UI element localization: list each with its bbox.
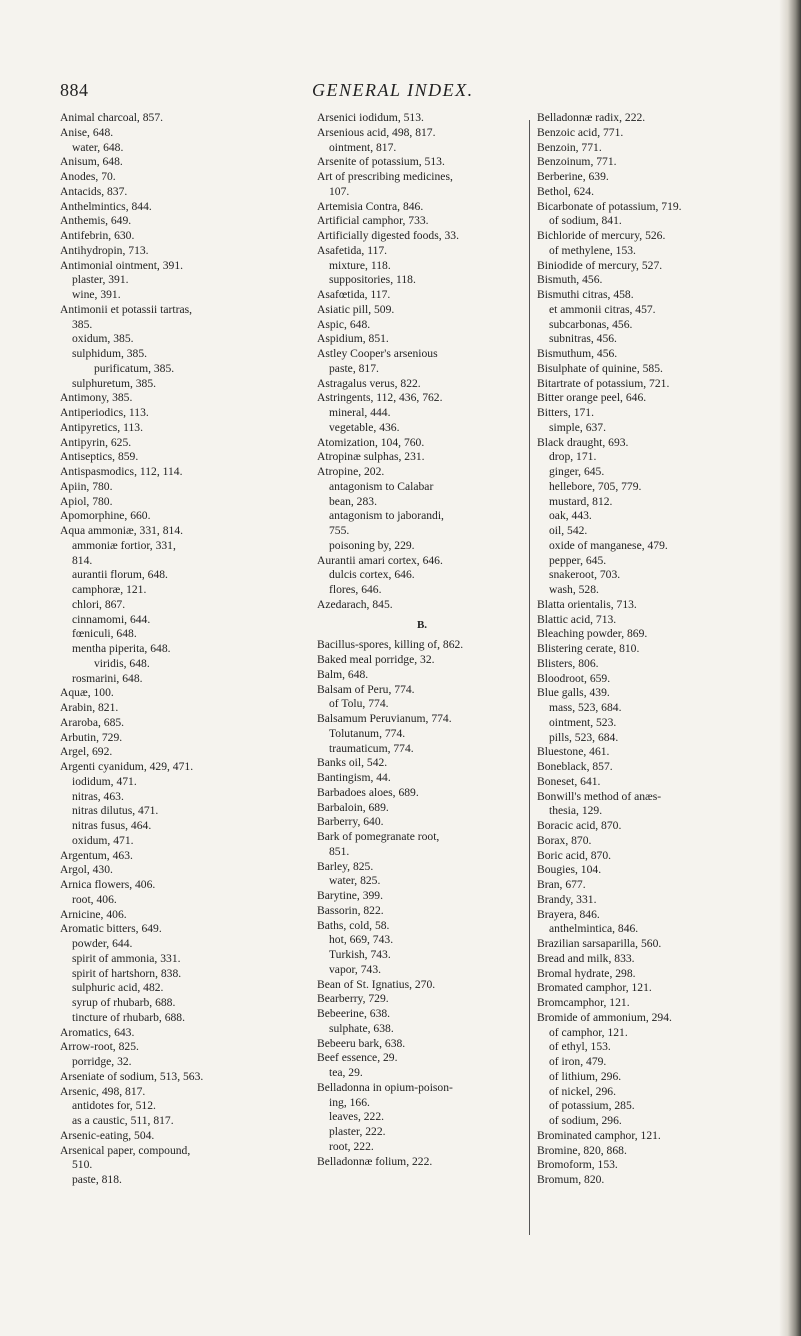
index-subentry: hot, 669, 743.: [329, 933, 394, 947]
index-subentry: oil, 542.: [549, 524, 588, 537]
index-subentry: plaster, 391.: [72, 273, 129, 287]
index-entry: Antimony, 385.: [60, 391, 133, 405]
index-subentry: thesia, 129.: [549, 804, 603, 818]
index-entry: Bitter orange peel, 646.: [537, 391, 647, 405]
index-entry: Aqua ammoniæ, 331, 814.: [60, 524, 184, 537]
index-subentry: hellebore, 705, 779.: [549, 479, 642, 493]
index-subentry: antagonism to jaborandi,: [329, 509, 444, 523]
index-subentry: et ammonii citras, 457.: [549, 302, 656, 316]
index-entry: Bitters, 171.: [537, 406, 595, 419]
index-subentry: nitras, 463.: [72, 789, 124, 803]
index-subentry: bean, 283.: [329, 494, 377, 508]
index-subentry: flores, 646.: [329, 583, 382, 596]
index-subentry: mentha piperita, 648.: [72, 642, 171, 655]
index-entry: Bisulphate of quinine, 585.: [537, 361, 663, 375]
index-entry: Blisters, 806.: [537, 656, 599, 670]
index-entry: Barbaloin, 689.: [317, 800, 389, 814]
index-subentry: sulphuretum, 385.: [72, 376, 157, 390]
index-subentry: tincture of rhubarb, 688.: [72, 1010, 186, 1024]
index-subentry: paste, 818.: [72, 1173, 122, 1186]
index-subentry: viridis, 648.: [94, 656, 150, 670]
index-entry: Arnicine, 406.: [60, 907, 127, 921]
index-subentry: powder, 644.: [72, 937, 133, 950]
index-entry: Arseniate of sodium, 513, 563.: [60, 1069, 204, 1083]
index-subentry: mineral, 444.: [329, 406, 391, 419]
index-subentry: cinnamomi, 644.: [72, 612, 151, 626]
index-subentry: mustard, 812.: [549, 494, 613, 508]
index-entry: Bonwill's method of anæs-: [537, 789, 662, 803]
index-subentry: root, 222.: [329, 1139, 374, 1153]
index-subentry: anthelmintica, 846.: [549, 922, 639, 936]
index-entry: Bromated camphor, 121.: [537, 981, 652, 995]
index-entry: Bluestone, 461.: [537, 745, 610, 759]
index-subentry: nitras dilutus, 471.: [72, 804, 159, 818]
index-entry: Antipyretics, 113.: [60, 420, 143, 434]
index-entry: Antispasmodics, 112, 114.: [60, 465, 183, 478]
index-entry: Bichloride of mercury, 526.: [537, 229, 666, 242]
index-entry: Aquæ, 100.: [60, 686, 114, 700]
index-subentry: wash, 528.: [549, 583, 599, 596]
index-entry: Asiatic pill, 509.: [317, 302, 395, 316]
index-subentry: of potassium, 285.: [549, 1099, 635, 1113]
index-entry: Bromine, 820, 868.: [537, 1143, 627, 1157]
index-entry: Apomorphine, 660.: [60, 509, 151, 523]
index-subentry: water, 648.: [72, 140, 124, 154]
index-entry: Bleaching powder, 869.: [537, 627, 648, 641]
index-entry: Antacids, 837.: [60, 184, 128, 198]
index-entry: Blue galls, 439.: [537, 686, 610, 700]
index-subentry: 385.: [72, 317, 93, 331]
index-subentry: tea, 29.: [329, 1066, 363, 1079]
index-entry: Arbutin, 729.: [60, 730, 123, 744]
index-entry: Boneblack, 857.: [537, 760, 613, 773]
index-subentry: of camphor, 121.: [549, 1025, 628, 1039]
index-subentry: nitras fusus, 464.: [72, 819, 152, 832]
index-entry: Black draught, 693.: [537, 435, 629, 449]
index-subentry: purificatum, 385.: [94, 361, 175, 375]
index-entry: Bread and milk, 833.: [537, 951, 635, 965]
index-entry: Benzoinum, 771.: [537, 155, 617, 169]
index-entry: Bran, 677.: [537, 878, 586, 891]
index-entry: Art of prescribing medicines,: [317, 170, 453, 183]
index-subentry: dulcis cortex, 646.: [329, 568, 415, 582]
index-entry: Brominated camphor, 121.: [537, 1128, 661, 1142]
index-entry: Balm, 648.: [317, 667, 369, 681]
index-subentry: porridge, 32.: [72, 1055, 132, 1068]
index-entry: Atomization, 104, 760.: [317, 435, 425, 449]
section-letter-heading: B.: [416, 618, 428, 631]
index-subentry: antagonism to Calabar: [329, 479, 434, 493]
index-entry: Anise, 648.: [60, 125, 114, 139]
index-entry: Baths, cold, 58.: [317, 918, 390, 932]
index-subentry: of iron, 479.: [549, 1055, 607, 1068]
index-subentry: sulphate, 638.: [329, 1021, 394, 1035]
index-entry: Barbadoes aloes, 689.: [317, 785, 419, 799]
index-entry: Benzoin, 771.: [537, 140, 602, 154]
index-entry: Bitartrate of potassium, 721.: [537, 376, 670, 390]
index-subentry: simple, 637.: [549, 420, 607, 434]
index-entry: Argol, 430.: [60, 863, 113, 877]
index-entry: Belladonnæ folium, 222.: [317, 1154, 433, 1168]
index-column-1: [60, 111, 310, 1188]
column-rule: [529, 120, 530, 1235]
index-subentry: mass, 523, 684.: [549, 701, 622, 714]
index-subentry: sulphidum, 385.: [72, 347, 148, 360]
index-subentry: poisoning by, 229.: [329, 538, 415, 552]
index-subentry: oak, 443.: [549, 509, 592, 523]
index-entry: Artemisia Contra, 846.: [317, 199, 424, 213]
index-entry: Bismuth, 456.: [537, 273, 603, 287]
index-subentry: ointment, 817.: [329, 140, 397, 154]
index-entry: Bismuthi citras, 458.: [537, 288, 634, 301]
index-entry: Arnica flowers, 406.: [60, 878, 156, 891]
index-subentry: plaster, 222.: [329, 1125, 386, 1138]
index-entry: Asafœtida, 117.: [317, 288, 391, 301]
index-entry: Bebeerine, 638.: [317, 1007, 391, 1020]
index-entry: Balsam of Peru, 774.: [317, 682, 415, 696]
index-entry: Anthemis, 649.: [60, 214, 132, 228]
index-entry: Artificial camphor, 733.: [317, 214, 429, 228]
index-entry: Berberine, 639.: [537, 170, 609, 183]
index-entry: Astley Cooper's arsenious: [317, 347, 438, 360]
index-entry: Artificially digested foods, 33.: [317, 229, 459, 242]
index-entry: Arabin, 821.: [60, 701, 119, 714]
index-entry: Antiperiodics, 113.: [60, 406, 149, 419]
index-entry: Aspidium, 851.: [317, 332, 389, 346]
index-subentry: ointment, 523.: [549, 715, 617, 729]
index-entry: Bean of St. Ignatius, 270.: [317, 977, 436, 991]
index-subentry: rosmarini, 648.: [72, 671, 143, 685]
index-entry: Bougies, 104.: [537, 863, 602, 877]
index-entry: Brazilian sarsaparilla, 560.: [537, 937, 662, 950]
running-title: GENERAL INDEX.: [312, 80, 474, 100]
index-entry: Boneset, 641.: [537, 774, 601, 788]
index-entry: Aromatics, 643.: [60, 1025, 135, 1039]
index-subentry: paste, 817.: [329, 361, 379, 375]
index-subentry: sulphuric acid, 482.: [72, 981, 164, 995]
index-entry: Boric acid, 870.: [537, 848, 612, 862]
index-subentry: 851.: [329, 844, 350, 858]
index-entry: Bromcamphor, 121.: [537, 996, 630, 1009]
index-subentry: ing, 166.: [329, 1095, 370, 1109]
index-entry: Blistering cerate, 810.: [537, 642, 640, 655]
index-entry: Bark of pomegranate root,: [317, 830, 440, 843]
index-subentry: 107.: [329, 184, 350, 198]
index-entry: Anodes, 70.: [60, 170, 116, 183]
index-entry: Anisum, 648.: [60, 155, 123, 169]
index-entry: Aurantii amari cortex, 646.: [317, 553, 443, 567]
index-entry: Brayera, 846.: [537, 907, 600, 921]
index-entry: Antiseptics, 859.: [60, 450, 139, 464]
index-subentry: aurantii florum, 648.: [72, 568, 168, 582]
index-entry: Bantingism, 44.: [317, 771, 391, 784]
index-subentry: wine, 391.: [72, 288, 121, 301]
index-entry: Balsamum Peruvianum, 774.: [317, 712, 452, 725]
index-subentry: of lithium, 296.: [549, 1069, 622, 1083]
index-entry: Atropine, 202.: [317, 465, 385, 478]
index-subentry: of sodium, 296.: [549, 1114, 622, 1127]
index-entry: Beef essence, 29.: [317, 1051, 398, 1065]
index-entry: Bromide of ammonium, 294.: [537, 1010, 672, 1024]
index-subentry: oxidum, 471.: [72, 833, 134, 847]
index-entry: Bromoform, 153.: [537, 1158, 618, 1172]
index-subentry: of ethyl, 153.: [549, 1040, 611, 1054]
index-entry: Barberry, 640.: [317, 815, 384, 829]
index-subentry: spirit of hartshorn, 838.: [72, 966, 182, 980]
index-entry: Argentum, 463.: [60, 848, 133, 862]
index-entry: Aromatic bitters, 649.: [60, 922, 162, 936]
index-subentry: of Tolu, 774.: [329, 697, 389, 711]
index-subentry: antidotes for, 512.: [72, 1099, 156, 1113]
index-entry: Arsenical paper, compound,: [60, 1143, 191, 1157]
index-entry: Barley, 825.: [317, 859, 374, 873]
index-subentry: ginger, 645.: [549, 465, 605, 478]
index-entry: Belladonna in opium-poison-: [317, 1080, 453, 1094]
index-column-3: [537, 111, 782, 1188]
index-subentry: oxidum, 385.: [72, 332, 134, 346]
index-entry: Arsenite of potassium, 513.: [317, 155, 445, 169]
index-subentry: of methylene, 153.: [549, 243, 636, 257]
index-subentry: traumaticum, 774.: [329, 741, 414, 755]
index-entry: Bromal hydrate, 298.: [537, 966, 636, 980]
index-subentry: drop, 171.: [549, 450, 597, 464]
index-entry: Atropinæ sulphas, 231.: [317, 450, 425, 464]
index-subentry: snakeroot, 703.: [549, 568, 621, 582]
index-entry: Aspic, 648.: [317, 317, 371, 331]
index-entry: Baked meal porridge, 32.: [317, 653, 435, 666]
index-subentry: vegetable, 436.: [329, 420, 400, 434]
index-entry: Blattic acid, 713.: [537, 612, 617, 626]
index-entry: Arsenious acid, 498, 817.: [317, 125, 436, 139]
page-header: [60, 80, 760, 104]
index-entry: Boracic acid, 870.: [537, 819, 622, 832]
index-entry: Animal charcoal, 857.: [60, 111, 164, 124]
index-subentry: 510.: [72, 1158, 93, 1172]
index-entry: Arsenici iodidum, 513.: [317, 111, 424, 124]
index-subentry: chlori, 867.: [72, 597, 126, 611]
index-entry: Bicarbonate of potassium, 719.: [537, 199, 682, 213]
index-subentry: water, 825.: [329, 874, 381, 888]
index-subentry: mixture, 118.: [329, 258, 391, 272]
page-edge-shadow: [779, 0, 801, 1336]
index-entry: Barytine, 399.: [317, 889, 384, 902]
index-entry: Arrow-root, 825.: [60, 1040, 139, 1054]
index-subentry: pills, 523, 684.: [549, 730, 619, 744]
index-subentry: of sodium, 841.: [549, 214, 622, 228]
index-entry: Borax, 870.: [537, 833, 592, 847]
index-entry: Antifebrin, 630.: [60, 229, 135, 242]
index-entry: Antihydropin, 713.: [60, 243, 149, 257]
index-entry: Blatta orientalis, 713.: [537, 597, 637, 611]
index-subentry: leaves, 222.: [329, 1110, 385, 1124]
index-entry: Benzoic acid, 771.: [537, 125, 624, 139]
index-subentry: of nickel, 296.: [549, 1084, 616, 1098]
index-subentry: as a caustic, 511, 817.: [72, 1114, 174, 1127]
index-entry: Antimonial ointment, 391.: [60, 258, 184, 272]
index-entry: Bromum, 820.: [537, 1173, 605, 1186]
index-entry: Arsenic, 498, 817.: [60, 1084, 146, 1098]
index-subentry: fœniculi, 648.: [72, 627, 137, 641]
index-subentry: subnitras, 456.: [549, 332, 617, 346]
index-subentry: oxide of manganese, 479.: [549, 538, 668, 552]
index-entry: Bethol, 624.: [537, 184, 595, 198]
index-subentry: syrup of rhubarb, 688.: [72, 996, 176, 1009]
index-subentry: iodidum, 471.: [72, 774, 137, 788]
index-subentry: 814.: [72, 553, 93, 567]
index-entry: Antipyrin, 625.: [60, 435, 132, 449]
index-entry: Bacillus-spores, killing of, 862.: [317, 638, 464, 652]
index-subentry: Turkish, 743.: [329, 948, 391, 961]
index-column-2: [317, 111, 527, 1169]
index-entry: Bassorin, 822.: [317, 903, 384, 917]
index-entry: Azedarach, 845.: [317, 597, 393, 611]
index-entry: Antimonii et potassii tartras,: [60, 302, 193, 316]
index-subentry: 755.: [329, 524, 350, 537]
index-entry: Brandy, 331.: [537, 892, 597, 906]
index-entry: Banks oil, 542.: [317, 756, 388, 770]
index-entry: Bearberry, 729.: [317, 992, 389, 1006]
index-subentry: subcarbonas, 456.: [549, 317, 633, 331]
index-entry: Argel, 692.: [60, 745, 113, 759]
index-entry: Astringents, 112, 436, 762.: [317, 391, 443, 405]
index-subentry: spirit of ammonia, 331.: [72, 951, 181, 965]
index-subentry: pepper, 645.: [549, 553, 607, 567]
index-subentry: suppositories, 118.: [329, 273, 416, 287]
index-entry: Bloodroot, 659.: [537, 671, 611, 685]
index-entry: Apiol, 780.: [60, 494, 113, 508]
index-entry: Asafetida, 117.: [317, 243, 388, 257]
index-entry: Astragalus verus, 822.: [317, 376, 421, 390]
index-subentry: camphoræ, 121.: [72, 583, 147, 596]
index-subentry: root, 406.: [72, 892, 117, 906]
index-entry: Anthelmintics, 844.: [60, 199, 152, 213]
index-entry: Bismuthum, 456.: [537, 347, 618, 360]
index-entry: Araroba, 685.: [60, 715, 125, 729]
index-entry: Argenti cyanidum, 429, 471.: [60, 760, 194, 773]
page-number: 884: [60, 80, 89, 100]
index-subentry: ammoniæ fortior, 331,: [72, 538, 176, 552]
index-entry: Bebeeru bark, 638.: [317, 1036, 406, 1050]
index-entry: Apiin, 780.: [60, 479, 113, 493]
index-subentry: Tolutanum, 774.: [329, 726, 406, 740]
index-subentry: vapor, 743.: [329, 962, 382, 976]
index-entry: Arsenic-eating, 504.: [60, 1128, 155, 1142]
index-entry: Biniodide of mercury, 527.: [537, 258, 663, 272]
index-entry: Belladonnæ radix, 222.: [537, 111, 646, 124]
